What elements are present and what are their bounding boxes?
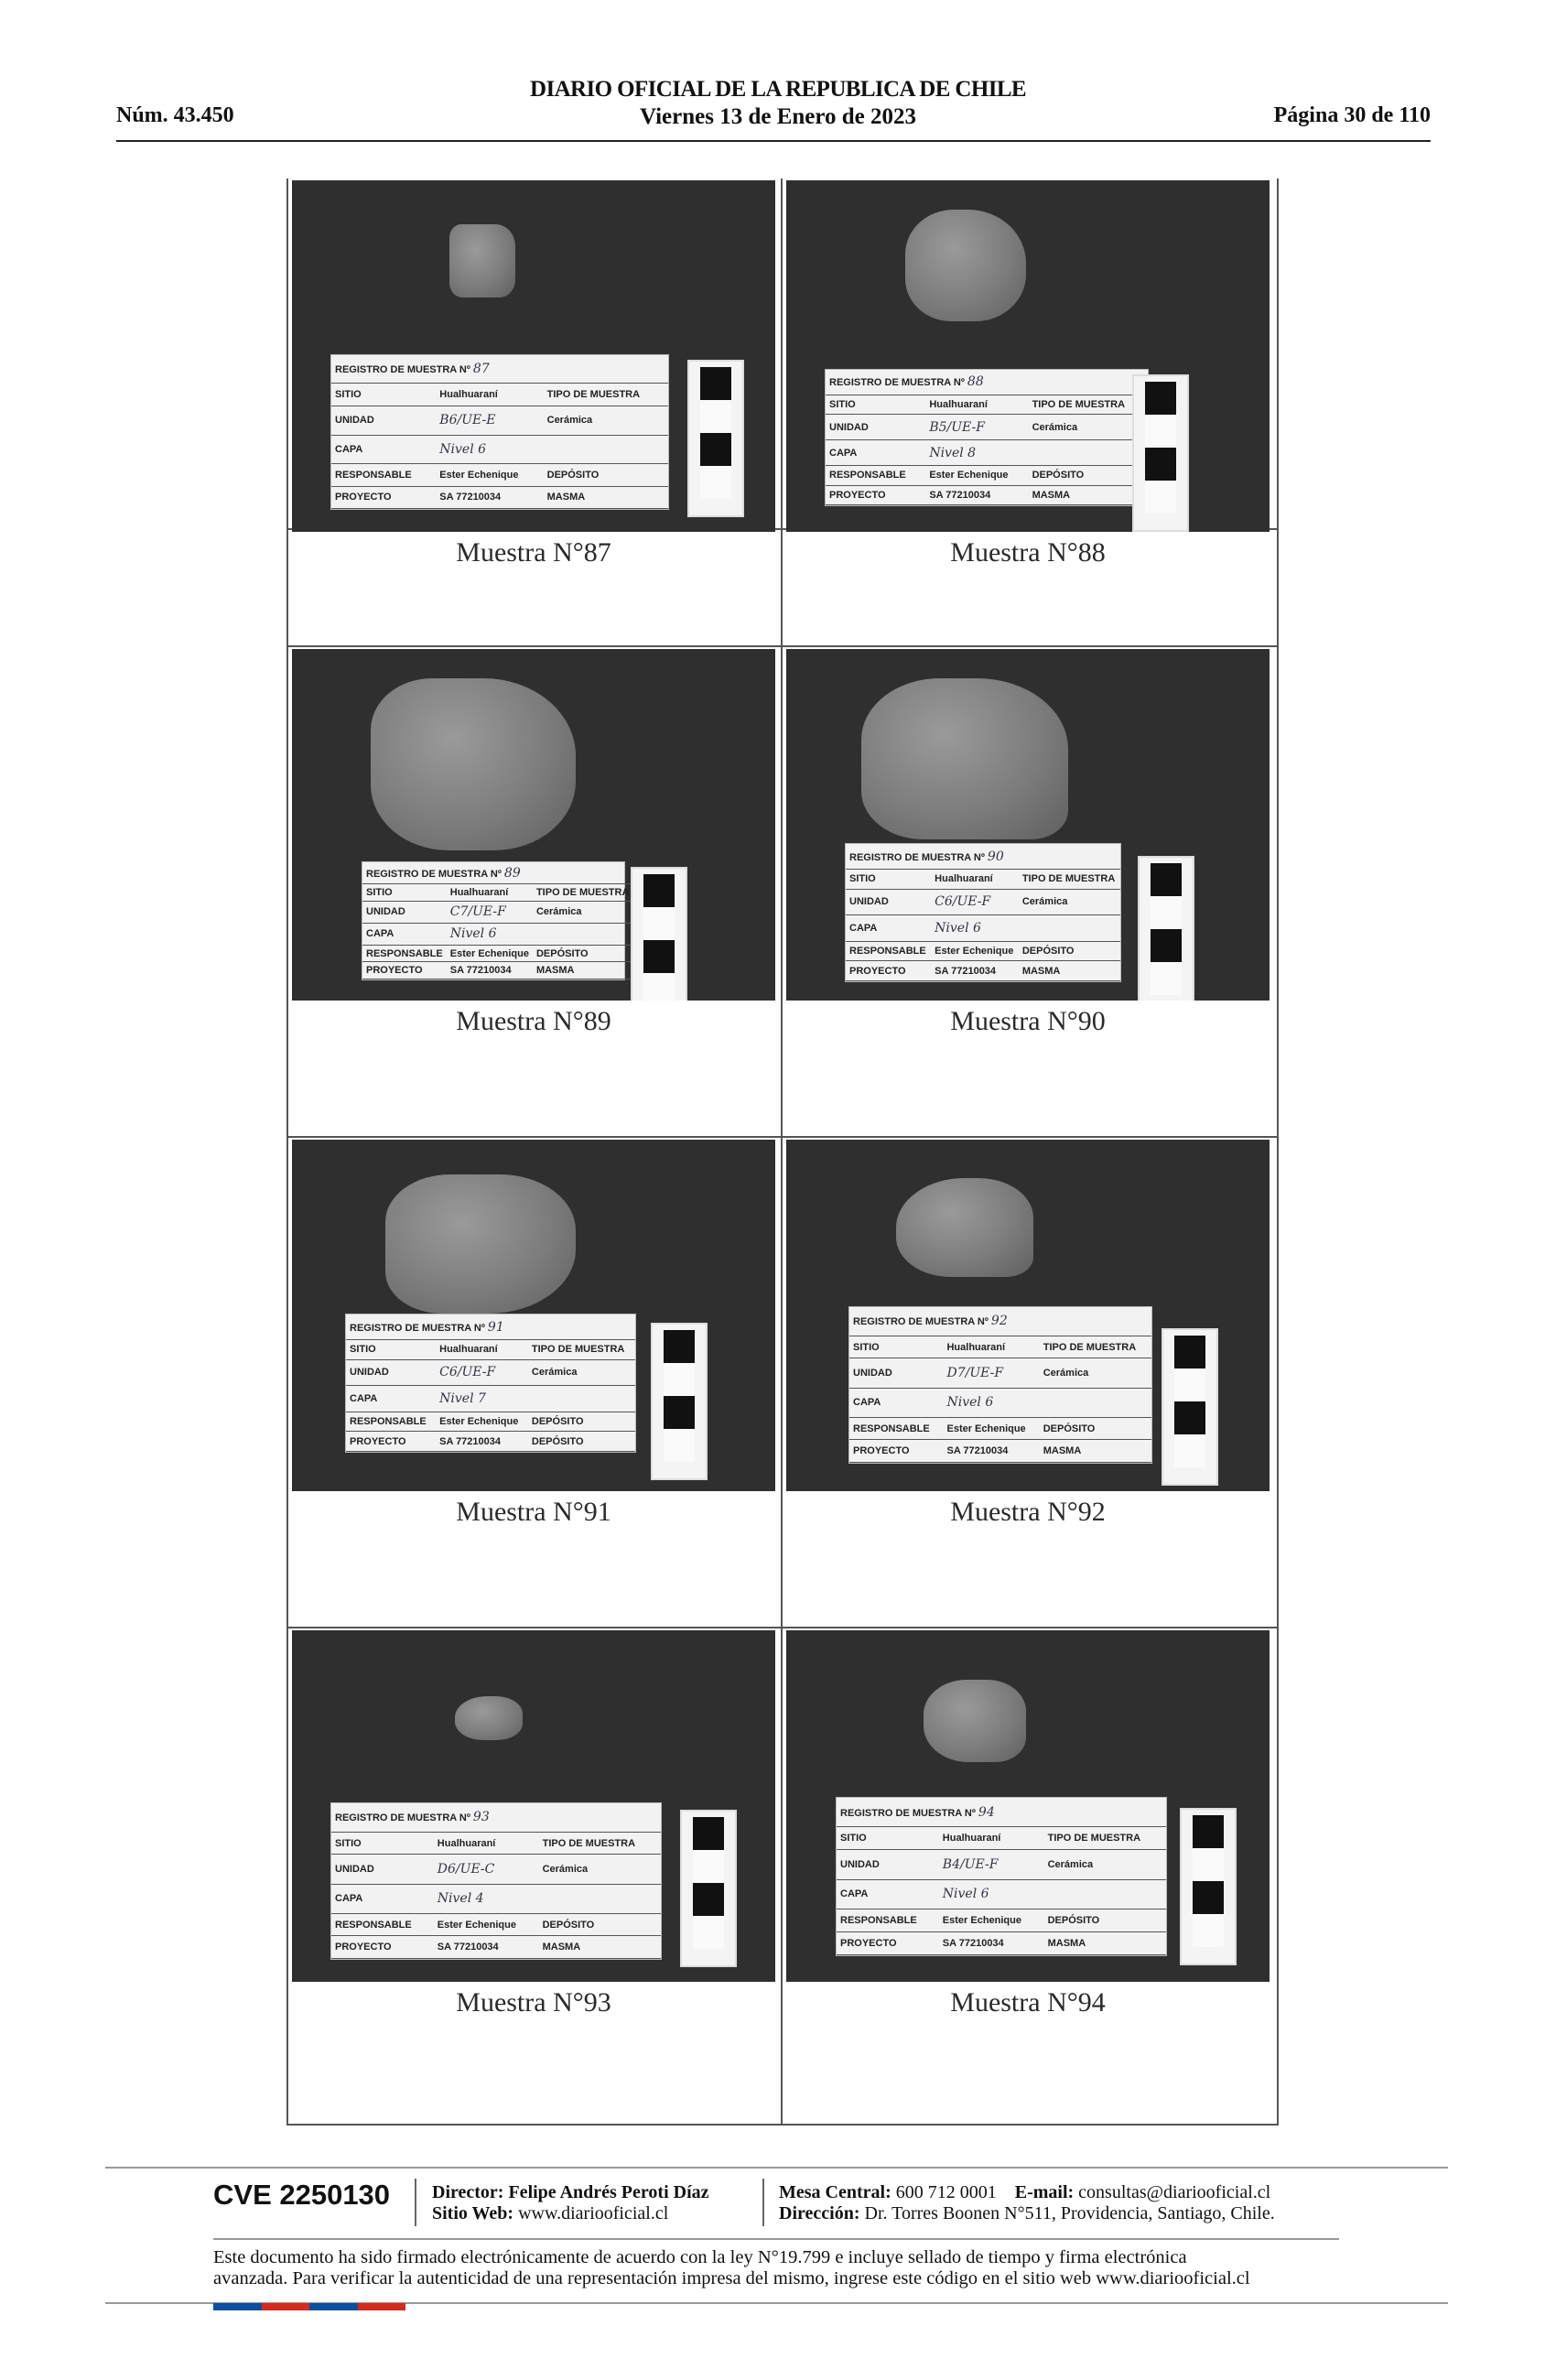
label-deposito-value: MASMA — [539, 1936, 661, 1959]
label-proyecto: PROYECTO — [837, 1932, 939, 1955]
flag-segment — [213, 2303, 262, 2310]
email-link[interactable]: consultas@diariooficial.cl — [1078, 2182, 1271, 2202]
label-sitio-value: Hualhuaraní — [939, 1827, 1044, 1850]
label-registro: REGISTRO DE MUESTRA Nº — [829, 377, 965, 389]
sample-label-card — [845, 843, 1121, 982]
label-proyecto-value: SA 77210034 — [436, 1432, 528, 1452]
label-proyecto-value: SA 77210034 — [943, 1440, 1039, 1463]
label-capa: CAPA — [331, 435, 436, 464]
director-label: Director: — [432, 2182, 504, 2202]
label-sitio: SITIO — [331, 384, 436, 406]
scale-bar — [680, 1810, 737, 1967]
mesa-label: Mesa Central: — [779, 2182, 891, 2202]
label-unidad: UNIDAD — [846, 889, 931, 914]
label-deposito: DEPÓSITO — [1029, 466, 1148, 485]
label-registro-value: 88 — [967, 374, 984, 390]
label-responsable: RESPONSABLE — [849, 1417, 943, 1440]
label-deposito: DEPÓSITO — [533, 945, 632, 962]
scale-bar — [687, 360, 744, 517]
label-sitio: SITIO — [346, 1340, 436, 1360]
label-sitio: SITIO — [849, 1336, 943, 1358]
label-responsable: RESPONSABLE — [331, 464, 436, 486]
label-registro: REGISTRO DE MUESTRA Nº — [853, 1316, 989, 1328]
label-capa-value: Nivel 8 — [925, 440, 1028, 466]
label-proyecto-value: SA 77210034 — [436, 486, 543, 508]
mesa-phone: 600 712 0001 — [895, 2182, 997, 2202]
flag-color-bar — [213, 2303, 405, 2310]
label-capa-value: Nivel 6 — [447, 923, 533, 945]
sample-label-card — [825, 369, 1149, 506]
director-name: Felipe Andrés Peroti Díaz — [508, 2182, 709, 2202]
sample-cell — [783, 1138, 1273, 1625]
legal-notice — [213, 2247, 1348, 2289]
label-registro-value: 89 — [503, 865, 521, 881]
label-unidad: UNIDAD — [331, 1855, 434, 1884]
footer-director-block — [432, 2182, 709, 2224]
label-unidad-value: D7/UE-F — [943, 1358, 1039, 1388]
label-responsable: RESPONSABLE — [331, 1913, 434, 1936]
sample-cell — [783, 647, 1273, 1134]
label-proyecto: PROYECTO — [331, 1936, 434, 1959]
flag-segment — [358, 2303, 406, 2310]
legal-line-2: avanzada. Para verificar la autenticidad de una representación impresa del mismo, ingrese este código en el sitio web www.diariooficial.cl — [213, 2268, 1250, 2288]
issue-date: Viernes 13 de Enero de 2023 — [639, 104, 917, 129]
footer-rule-inner — [213, 2238, 1339, 2240]
label-registro: REGISTRO DE MUESTRA Nº — [350, 1322, 485, 1334]
label-capa: CAPA — [849, 1388, 943, 1417]
label-sitio: SITIO — [837, 1827, 939, 1850]
label-capa: CAPA — [331, 1884, 434, 1913]
ceramic-sherd-image — [924, 1680, 1026, 1762]
label-unidad: UNIDAD — [826, 415, 925, 440]
sample-cell — [783, 178, 1273, 665]
label-registro: REGISTRO DE MUESTRA Nº — [840, 1807, 976, 1819]
label-responsable-value: Ester Echenique — [436, 1412, 528, 1432]
label-responsable: RESPONSABLE — [346, 1412, 436, 1432]
label-tipo-value: Cerámica — [528, 1359, 635, 1385]
sample-photo — [786, 180, 1270, 532]
label-unidad-value: B6/UE-E — [436, 406, 543, 435]
label-tipo: TIPO DE MUESTRA — [539, 1832, 661, 1855]
label-proyecto: PROYECTO — [849, 1440, 943, 1463]
sample-photo — [292, 649, 775, 1001]
label-tipo-value: Cerámica — [1029, 415, 1148, 440]
sample-label-card — [330, 1802, 662, 1960]
label-sitio-value: Hualhuaraní — [931, 870, 1019, 890]
flag-segment — [309, 2303, 358, 2310]
sample-photo — [292, 1630, 775, 1982]
label-proyecto: PROYECTO — [331, 486, 436, 508]
sample-label-card — [330, 354, 669, 510]
label-registro: REGISTRO DE MUESTRA Nº — [335, 364, 470, 376]
label-capa-value: Nivel 4 — [434, 1884, 539, 1913]
sample-label-card — [362, 861, 630, 980]
label-responsable-value: Ester Echenique — [447, 945, 533, 962]
label-unidad-value: C7/UE-F — [447, 901, 533, 923]
label-deposito-value: MASMA — [544, 486, 668, 508]
label-capa: CAPA — [362, 923, 447, 945]
label-capa-value: Nivel 6 — [939, 1879, 1044, 1909]
label-tipo: TIPO DE MUESTRA — [528, 1340, 635, 1360]
label-tipo-value: Cerámica — [1040, 1358, 1151, 1388]
label-responsable: RESPONSABLE — [826, 466, 925, 485]
label-unidad: UNIDAD — [837, 1850, 939, 1880]
scale-bar — [651, 1323, 708, 1480]
label-tipo: TIPO DE MUESTRA — [1029, 395, 1148, 414]
label-sitio: SITIO — [826, 395, 925, 414]
label-tipo: TIPO DE MUESTRA — [1019, 870, 1120, 890]
label-responsable: RESPONSABLE — [837, 1909, 939, 1932]
scale-bar — [1138, 856, 1194, 1001]
sample-photo-grid — [286, 178, 1279, 2126]
label-unidad-value: C6/UE-F — [436, 1359, 528, 1385]
label-sitio-value: Hualhuaraní — [436, 384, 543, 406]
label-proyecto-value: SA 77210034 — [925, 485, 1028, 504]
sample-cell — [288, 647, 779, 1134]
sample-photo — [786, 1140, 1270, 1491]
sample-photo — [292, 180, 775, 532]
label-tipo: TIPO DE MUESTRA — [1040, 1336, 1151, 1358]
label-proyecto-value: SA 77210034 — [447, 962, 533, 979]
label-registro-value: 93 — [472, 1810, 490, 1825]
label-registro: REGISTRO DE MUESTRA Nº — [366, 868, 502, 880]
page-counter: Página 30 de 110 — [1273, 103, 1431, 127]
label-registro-value: 90 — [987, 849, 1004, 864]
email-label: E-mail: — [1014, 2182, 1075, 2202]
label-deposito-value: MASMA — [1040, 1440, 1151, 1463]
label-sitio-value: Hualhuaraní — [925, 395, 1028, 414]
label-sitio-value: Hualhuaraní — [943, 1336, 1039, 1358]
label-unidad-value: B4/UE-F — [939, 1850, 1044, 1880]
label-responsable-value: Ester Echenique — [436, 464, 543, 486]
sample-cell — [288, 1628, 779, 2115]
label-deposito-value: MASMA — [1019, 961, 1120, 981]
label-tipo-value: Cerámica — [533, 901, 632, 923]
web-label: Sitio Web: — [432, 2203, 514, 2223]
label-tipo-value: Cerámica — [1019, 889, 1120, 914]
label-proyecto: PROYECTO — [346, 1432, 436, 1452]
ceramic-sherd-image — [861, 678, 1068, 839]
legal-line-1: Este documento ha sido firmado electrónicamente de acuerdo con la ley N°19.799 e incluye sellado de tiempo y firma electrónica — [213, 2247, 1187, 2267]
label-unidad: UNIDAD — [849, 1358, 943, 1388]
sample-label-card — [848, 1306, 1152, 1464]
label-deposito-value: DEPÓSITO — [528, 1432, 635, 1452]
label-capa-value: Nivel 6 — [931, 915, 1019, 941]
masthead-title: DIARIO OFICIAL DE LA REPUBLICA DE CHILE — [530, 77, 1026, 102]
label-deposito: DEPÓSITO — [1044, 1909, 1166, 1932]
ceramic-sherd-image — [385, 1174, 576, 1314]
ceramic-sherd-image — [896, 1178, 1033, 1277]
label-sitio: SITIO — [846, 870, 931, 890]
footer-divider — [762, 2179, 764, 2226]
label-proyecto-value: SA 77210034 — [931, 961, 1019, 981]
label-proyecto-value: SA 77210034 — [939, 1932, 1044, 1955]
label-unidad-value: B5/UE-F — [925, 415, 1028, 440]
sample-caption: Muestra N°87 — [456, 537, 611, 568]
masthead-block — [430, 76, 1126, 131]
cve-code: CVE 2250130 — [213, 2179, 391, 2211]
label-deposito-value: MASMA — [533, 962, 632, 979]
ceramic-sherd-image — [455, 1696, 523, 1740]
label-tipo: TIPO DE MUESTRA — [544, 384, 668, 406]
web-link[interactable]: www.diariooficial.cl — [518, 2203, 669, 2223]
label-responsable-value: Ester Echenique — [931, 941, 1019, 961]
sample-caption: Muestra N°92 — [950, 1497, 1106, 1527]
label-deposito-value: MASMA — [1044, 1932, 1166, 1955]
label-sitio-value: Hualhuaraní — [434, 1832, 539, 1855]
sample-cell — [288, 178, 779, 665]
sample-label-card — [836, 1797, 1167, 1956]
sample-caption: Muestra N°88 — [950, 537, 1106, 568]
sample-caption: Muestra N°91 — [456, 1497, 611, 1527]
label-unidad: UNIDAD — [346, 1359, 436, 1385]
label-tipo: TIPO DE MUESTRA — [533, 884, 632, 902]
sample-photo — [292, 1140, 775, 1491]
sample-photo — [786, 1630, 1270, 1982]
label-tipo-value: Cerámica — [539, 1855, 661, 1884]
label-sitio-value: Hualhuaraní — [447, 884, 533, 902]
label-deposito-value: MASMA — [1029, 485, 1148, 504]
sample-cell — [783, 1628, 1273, 2115]
label-capa: CAPA — [826, 440, 925, 466]
label-unidad-value: D6/UE-C — [434, 1855, 539, 1884]
scale-bar — [631, 867, 687, 1001]
label-responsable-value: Ester Echenique — [943, 1417, 1039, 1440]
label-unidad: UNIDAD — [331, 406, 436, 435]
scale-bar — [1132, 374, 1189, 532]
label-proyecto-value: SA 77210034 — [434, 1936, 539, 1959]
label-deposito: DEPÓSITO — [544, 464, 668, 486]
label-capa-value: Nivel 7 — [436, 1386, 528, 1412]
label-capa-value: Nivel 6 — [943, 1388, 1039, 1417]
label-responsable: RESPONSABLE — [362, 945, 447, 962]
label-capa: CAPA — [346, 1386, 436, 1412]
label-proyecto: PROYECTO — [846, 961, 931, 981]
label-responsable-value: Ester Echenique — [925, 466, 1028, 485]
label-responsable-value: Ester Echenique — [939, 1909, 1044, 1932]
label-tipo-value: Cerámica — [1044, 1850, 1166, 1880]
direccion-text: Dr. Torres Boonen N°511, Providencia, Santiago, Chile. — [864, 2203, 1275, 2223]
sample-caption: Muestra N°90 — [950, 1006, 1106, 1036]
label-tipo-value: Cerámica — [544, 406, 668, 435]
label-tipo: TIPO DE MUESTRA — [1044, 1827, 1166, 1850]
label-unidad: UNIDAD — [362, 901, 447, 923]
issue-number: Núm. 43.450 — [116, 103, 234, 127]
label-registro-value: 92 — [990, 1314, 1008, 1329]
label-proyecto: PROYECTO — [362, 962, 447, 979]
label-responsable: RESPONSABLE — [846, 941, 931, 961]
sample-cell — [288, 1138, 779, 1625]
sample-caption: Muestra N°94 — [950, 1987, 1106, 2018]
sample-photo — [786, 649, 1270, 1001]
sample-caption: Muestra N°93 — [456, 1987, 611, 2018]
label-deposito: DEPÓSITO — [539, 1913, 661, 1936]
footer-contact-block — [779, 2182, 1275, 2224]
header-rule — [116, 140, 1431, 142]
label-sitio: SITIO — [362, 884, 447, 902]
ceramic-sherd-image — [905, 210, 1026, 321]
sample-caption: Muestra N°89 — [456, 1006, 611, 1036]
scale-bar — [1162, 1328, 1218, 1486]
label-capa: CAPA — [846, 915, 931, 941]
sample-label-card — [345, 1314, 636, 1453]
label-responsable-value: Ester Echenique — [434, 1913, 539, 1936]
direccion-label: Dirección: — [779, 2203, 860, 2223]
label-capa: CAPA — [837, 1879, 939, 1909]
ceramic-sherd-image — [449, 224, 515, 298]
label-registro-value: 94 — [978, 1804, 995, 1820]
footer-divider — [415, 2179, 416, 2226]
label-proyecto: PROYECTO — [826, 485, 925, 504]
label-deposito: DEPÓSITO — [528, 1412, 635, 1432]
label-registro: REGISTRO DE MUESTRA Nº — [335, 1812, 470, 1824]
label-capa-value: Nivel 6 — [436, 435, 543, 464]
ceramic-sherd-image — [371, 678, 576, 850]
label-sitio-value: Hualhuaraní — [436, 1340, 528, 1360]
label-registro-value: 91 — [487, 1319, 504, 1335]
label-unidad-value: C6/UE-F — [931, 889, 1019, 914]
label-deposito: DEPÓSITO — [1019, 941, 1120, 961]
flag-segment — [262, 2303, 310, 2310]
label-registro: REGISTRO DE MUESTRA Nº — [849, 851, 985, 863]
footer-rule — [105, 2167, 1448, 2169]
scale-bar — [1180, 1808, 1237, 1965]
label-registro-value: 87 — [472, 362, 490, 377]
label-sitio: SITIO — [331, 1832, 434, 1855]
label-deposito: DEPÓSITO — [1040, 1417, 1151, 1440]
